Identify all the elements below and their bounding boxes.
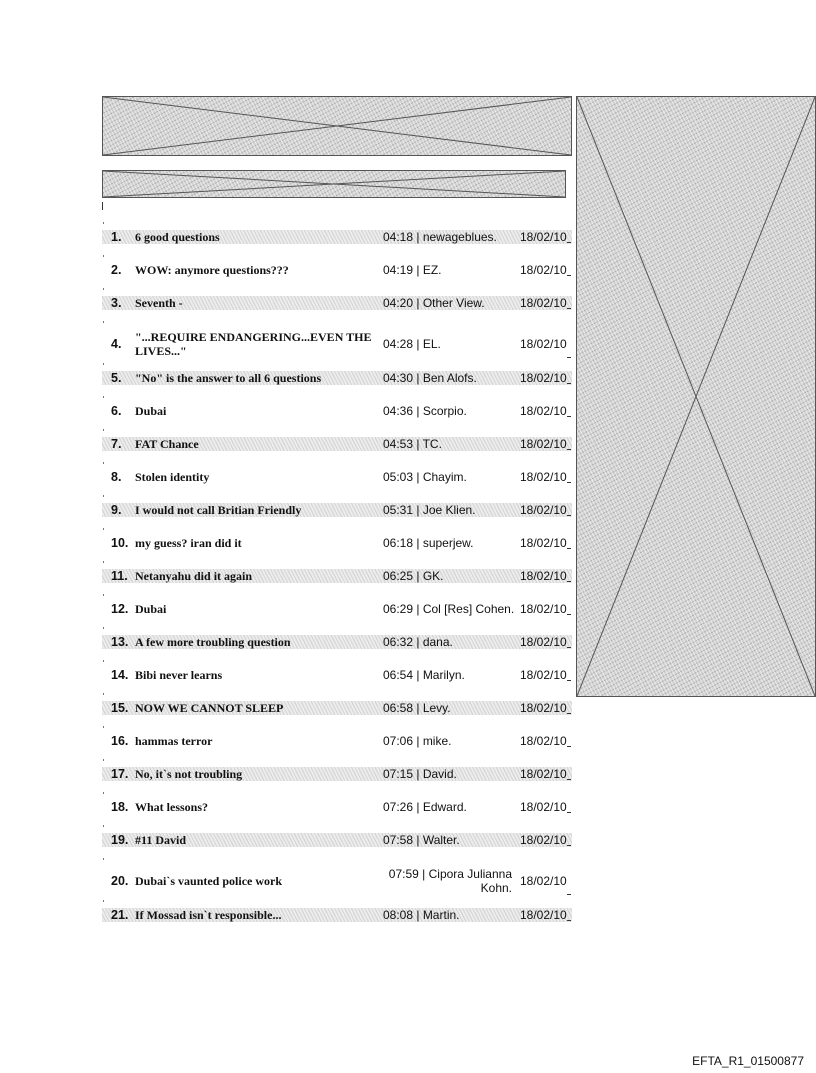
comment-row[interactable]: [102, 263, 572, 277]
comment-date: 18/02/10: [520, 635, 567, 649]
comment-date: 18/02/10: [520, 800, 567, 814]
comment-row[interactable]: [102, 230, 572, 244]
comment-title-link[interactable]: FAT Chance: [135, 437, 199, 451]
sidebar-ad-image-placeholder: [576, 96, 816, 697]
comment-date: 18/02/10: [520, 908, 567, 922]
comment-row[interactable]: [102, 503, 572, 517]
comment-title-link[interactable]: WOW: anymore questions???: [135, 263, 289, 277]
comment-date: 18/02/10: [520, 296, 567, 310]
comment-time-author: 05:31 | Joe Klien.: [383, 503, 476, 517]
comment-title-link[interactable]: #11 David: [135, 833, 187, 847]
comment-list: [102, 230, 572, 941]
comment-date: 18/02/10: [520, 833, 567, 847]
comment-time-author: 07:26 | Edward.: [383, 800, 467, 814]
comment-date: 18/02/10: [520, 230, 567, 244]
comment-time-author: 06:18 | superjew.: [383, 536, 474, 550]
comment-date: 18/02/10: [520, 536, 567, 550]
comment-title-link[interactable]: Stolen identity: [135, 470, 210, 484]
comment-title-link[interactable]: 6 good questions: [135, 230, 220, 244]
comment-time-author: 04:20 | Other View.: [383, 296, 485, 310]
comment-row[interactable]: [102, 701, 572, 715]
comment-date: 18/02/10: [520, 701, 567, 715]
comment-title-link[interactable]: A few more troubling question: [135, 635, 291, 649]
comment-date: 18/02/10: [520, 668, 567, 682]
comment-title-link[interactable]: I would not call Britian Friendly: [135, 503, 302, 517]
comment-row[interactable]: [102, 767, 572, 781]
comment-time-author: 07:15 | David.: [383, 767, 457, 781]
comment-title-link[interactable]: NOW WE CANNOT SLEEP: [135, 701, 284, 715]
comment-row[interactable]: [102, 404, 572, 418]
comment-title-link[interactable]: If Mossad isn`t responsible...: [135, 908, 282, 922]
comment-row[interactable]: [102, 470, 572, 484]
comment-number: 12.: [111, 602, 129, 616]
comment-date: 18/02/10: [520, 470, 567, 484]
comment-title-link[interactable]: Dubai: [135, 602, 167, 616]
comment-date: 18/02/10: [520, 437, 567, 451]
comment-number: 14.: [111, 668, 129, 682]
comment-title-link[interactable]: Netanyahu did it again: [135, 569, 253, 583]
comment-number: 5.: [111, 371, 122, 385]
comment-number: 16.: [111, 734, 129, 748]
comment-number: 18.: [111, 800, 129, 814]
comment-time-author: 04:53 | TC.: [383, 437, 442, 451]
banner-image-placeholder: [102, 96, 572, 156]
comment-time-author: 06:25 | GK.: [383, 569, 444, 583]
comment-time-author: 07:58 | Walter.: [383, 833, 460, 847]
comment-time-author: 05:03 | Chayim.: [383, 470, 467, 484]
comment-time-author: 04:30 | Ben Alofs.: [383, 371, 477, 385]
comment-row[interactable]: [102, 371, 572, 385]
comment-date: 18/02/10: [520, 874, 567, 888]
comment-row[interactable]: [102, 668, 572, 682]
comment-row[interactable]: [102, 437, 572, 451]
comment-time-author: 07:59 | Cipora Julianna Kohn.: [388, 867, 512, 895]
comment-number: 9.: [111, 503, 122, 517]
comment-row[interactable]: [102, 329, 572, 359]
comment-row[interactable]: [102, 734, 572, 748]
comment-row[interactable]: [102, 602, 572, 616]
comment-title-link[interactable]: Bibi never learns: [135, 668, 223, 682]
comment-time-author: 06:54 | Marilyn.: [383, 668, 465, 682]
comment-number: 3.: [111, 296, 122, 310]
comment-row[interactable]: [102, 866, 572, 896]
comment-title-link[interactable]: No, it`s not troubling: [135, 767, 243, 781]
comment-time-author: 04:28 | EL.: [383, 337, 441, 351]
comment-title-link[interactable]: "...REQUIRE ENDANGERING...EVEN THE LIVES...": [135, 330, 372, 358]
comment-row[interactable]: [102, 296, 572, 310]
comment-time-author: 06:29 | Col [Res] Cohen.: [383, 602, 515, 616]
comment-date: 18/02/10: [520, 371, 567, 385]
comment-number: 7.: [111, 437, 122, 451]
comment-row[interactable]: [102, 833, 572, 847]
comment-row[interactable]: [102, 800, 572, 814]
comment-date: 18/02/10: [520, 569, 567, 583]
comment-date: 18/02/10: [520, 767, 567, 781]
comment-title-link[interactable]: Seventh -: [135, 296, 183, 310]
comment-time-author: 06:58 | Levy.: [383, 701, 451, 715]
comment-time-author: 07:06 | mike.: [383, 734, 452, 748]
comment-row[interactable]: [102, 569, 572, 583]
comment-time-author: 04:36 | Scorpio.: [383, 404, 467, 418]
comment-time-author: 06:32 | dana.: [383, 635, 453, 649]
comment-number: 6.: [111, 404, 122, 418]
comment-number: 20.: [111, 874, 129, 888]
comment-row[interactable]: [102, 635, 572, 649]
comment-time-author: 04:19 | EZ.: [383, 263, 442, 277]
comment-number: 17.: [111, 767, 129, 781]
comment-date: 18/02/10: [520, 404, 567, 418]
comment-number: 13.: [111, 635, 129, 649]
comment-date: 18/02/10: [520, 337, 567, 351]
comment-date: 18/02/10: [520, 602, 567, 616]
comment-number: 11.: [111, 569, 128, 583]
comment-title-link[interactable]: my guess? iran did it: [135, 536, 242, 550]
comment-title-link[interactable]: Dubai: [135, 404, 167, 418]
comment-row[interactable]: [102, 908, 572, 922]
comment-title-link[interactable]: "No" is the answer to all 6 questions: [135, 371, 322, 385]
comment-title-link[interactable]: Dubai`s vaunted police work: [135, 874, 283, 888]
comment-date: 18/02/10: [520, 734, 567, 748]
comment-number: 19.: [111, 833, 129, 847]
comment-date: 18/02/10: [520, 503, 567, 517]
sub-banner-image-placeholder: [102, 170, 566, 198]
comment-number: 10.: [111, 536, 129, 550]
comment-number: 1.: [111, 230, 122, 244]
comment-number: 4.: [111, 337, 122, 351]
comment-title-link[interactable]: What lessons?: [135, 800, 209, 814]
text-cursor-mark: [102, 202, 103, 210]
comment-number: 8.: [111, 470, 122, 484]
comment-number: 21.: [111, 908, 129, 922]
comment-number: 2.: [111, 263, 122, 277]
comment-title-link[interactable]: hammas terror: [135, 734, 213, 748]
comment-time-author: 08:08 | Martin.: [383, 908, 460, 922]
comment-time-author: 04:18 | newageblues.: [383, 230, 497, 244]
comment-row[interactable]: [102, 536, 572, 550]
comment-date: 18/02/10: [520, 263, 567, 277]
comment-number: 15.: [111, 701, 129, 715]
document-id: EFTA_R1_01500877: [692, 1054, 804, 1068]
